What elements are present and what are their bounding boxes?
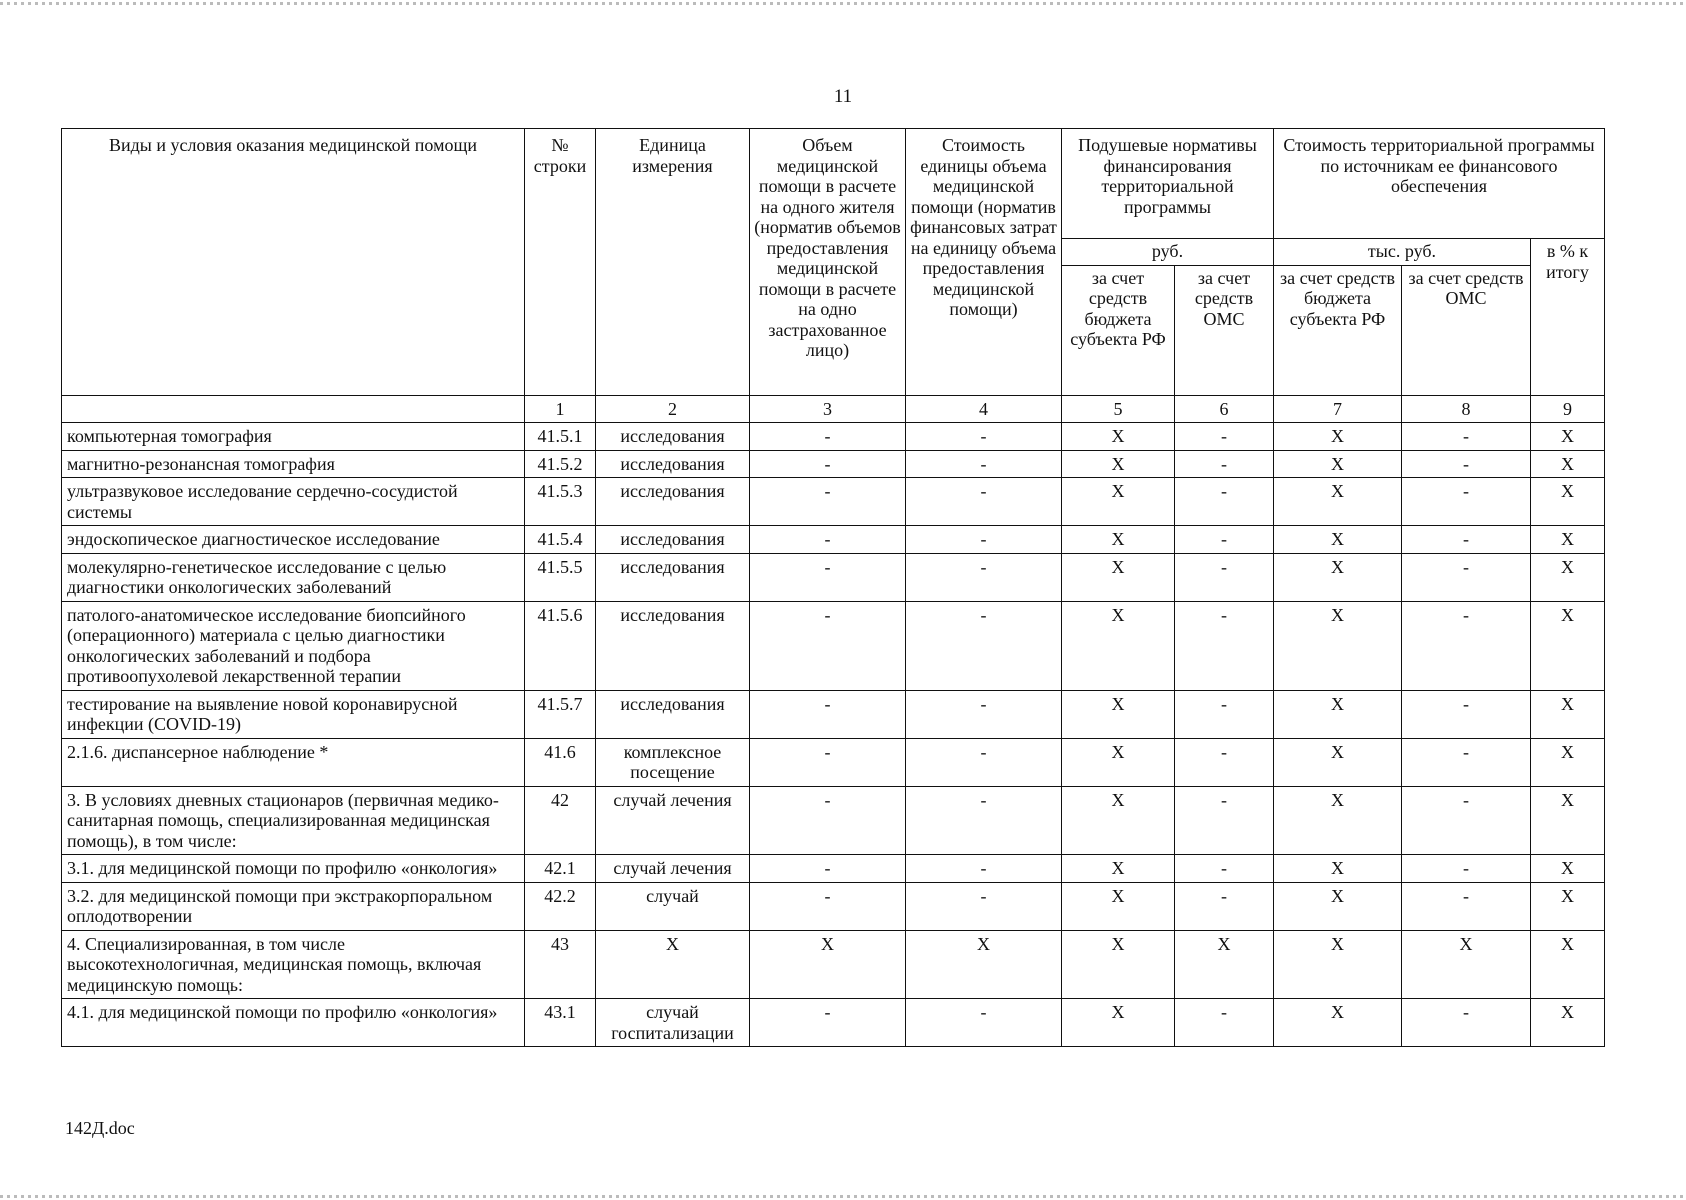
cell-per-capita-oms: - [1175, 553, 1274, 601]
cell-cost-oms: - [1402, 738, 1531, 786]
cell-per-capita-oms: - [1175, 526, 1274, 554]
cell-cost-budget: X [1274, 999, 1402, 1047]
cell-percent: X [1531, 855, 1605, 883]
cell-cost: X [906, 930, 1062, 999]
cell-cost-oms: X [1402, 930, 1531, 999]
cell-percent: X [1531, 450, 1605, 478]
cell-per-capita-oms: - [1175, 999, 1274, 1047]
cell-per-capita-budget: X [1062, 601, 1175, 690]
table-row [62, 478, 1605, 526]
row-unit: исследования [596, 423, 750, 451]
table-row [62, 738, 1605, 786]
cell-percent: X [1531, 601, 1605, 690]
row-unit: случай [596, 882, 750, 930]
cell-cost-budget: X [1274, 601, 1402, 690]
header-cost: Стоимость единицы объема медицинской помощи (норматив финансовых затрат на единицу объема предоставления медицинской помощи) [906, 129, 1062, 396]
cell-cost-oms: - [1402, 690, 1531, 738]
cell-percent: X [1531, 423, 1605, 451]
table-row [62, 999, 1605, 1047]
row-name: молекулярно-генетическое исследование с целью диагностики онкологических заболеваний [62, 553, 525, 601]
header-kind: Виды и условия оказания медицинской помощи [62, 129, 525, 396]
header-cost-budget: за счет средств бюджета субъекта РФ [1274, 265, 1402, 395]
cell-per-capita-budget: X [1062, 882, 1175, 930]
header-cost-oms: за счет средств ОМС [1402, 265, 1531, 395]
cell-cost-budget: X [1274, 690, 1402, 738]
cell-cost: - [906, 738, 1062, 786]
row-unit: X [596, 930, 750, 999]
cell-percent: X [1531, 553, 1605, 601]
cell-cost-budget: X [1274, 930, 1402, 999]
cell-per-capita-oms: - [1175, 786, 1274, 855]
table-row [62, 786, 1605, 855]
cell-cost-budget: X [1274, 786, 1402, 855]
header-number-blank [62, 395, 525, 423]
header-number-4: 4 [906, 395, 1062, 423]
cell-per-capita-oms: - [1175, 478, 1274, 526]
table-row [62, 601, 1605, 690]
row-name: 4.1. для медицинской помощи по профилю «онкология» [62, 999, 525, 1047]
row-name: компьютерная томография [62, 423, 525, 451]
row-unit: исследования [596, 601, 750, 690]
cell-cost-budget: X [1274, 553, 1402, 601]
cell-per-capita-budget: X [1062, 999, 1175, 1047]
header-number-5: 5 [1062, 395, 1175, 423]
row-no: 41.5.7 [525, 690, 596, 738]
cell-per-capita-budget: X [1062, 690, 1175, 738]
cell-cost: - [906, 450, 1062, 478]
cell-volume: X [750, 930, 906, 999]
header-unit: Единица измерения [596, 129, 750, 396]
header-number-1: 1 [525, 395, 596, 423]
cell-per-capita-oms: - [1175, 855, 1274, 883]
header-volume: Объем медицинской помощи в расчете на одного жителя (норматив объемов предоставления медицинской помощи в расчете на одно застрахованное лицо) [750, 129, 906, 396]
page-number: 11 [833, 86, 853, 107]
row-no: 41.5.3 [525, 478, 596, 526]
row-no: 42.2 [525, 882, 596, 930]
cell-cost: - [906, 526, 1062, 554]
cell-volume: - [750, 423, 906, 451]
cell-percent: X [1531, 526, 1605, 554]
cell-percent: X [1531, 478, 1605, 526]
cell-cost-oms: - [1402, 786, 1531, 855]
cell-per-capita-budget: X [1062, 478, 1175, 526]
row-unit: исследования [596, 690, 750, 738]
row-no: 41.5.1 [525, 423, 596, 451]
cell-percent: X [1531, 690, 1605, 738]
program-cost-table [61, 128, 1605, 1047]
cell-per-capita-budget: X [1062, 423, 1175, 451]
header-per-capita-budget: за счет средств бюджета субъекта РФ [1062, 265, 1175, 395]
cell-volume: - [750, 999, 906, 1047]
row-name: 3. В условиях дневных стационаров (первичная медико-санитарная помощь, специализированная медицинская помощь), в том числе: [62, 786, 525, 855]
row-no: 41.5.2 [525, 450, 596, 478]
cell-volume: - [750, 450, 906, 478]
header-program-cost: Стоимость территориальной программы по источникам ее финансового обеспечения [1274, 129, 1605, 239]
cell-per-capita-budget: X [1062, 738, 1175, 786]
cell-per-capita-oms: - [1175, 601, 1274, 690]
cell-volume: - [750, 786, 906, 855]
cell-per-capita-oms: X [1175, 930, 1274, 999]
cell-percent: X [1531, 786, 1605, 855]
cell-per-capita-oms: - [1175, 450, 1274, 478]
cell-cost: - [906, 478, 1062, 526]
row-no: 41.5.4 [525, 526, 596, 554]
header-number-7: 7 [1274, 395, 1402, 423]
row-no: 41.5.6 [525, 601, 596, 690]
table-row [62, 423, 1605, 451]
cell-volume: - [750, 855, 906, 883]
cell-cost: - [906, 855, 1062, 883]
row-unit: исследования [596, 478, 750, 526]
row-name: тестирование на выявление новой коронавирусной инфекции (COVID-19) [62, 690, 525, 738]
cell-cost: - [906, 601, 1062, 690]
header-number-8: 8 [1402, 395, 1531, 423]
cell-volume: - [750, 738, 906, 786]
cell-per-capita-oms: - [1175, 423, 1274, 451]
scan-edge-bottom [0, 1195, 1686, 1198]
cell-per-capita-budget: X [1062, 450, 1175, 478]
cell-cost-oms: - [1402, 423, 1531, 451]
row-name: 3.2. для медицинской помощи при экстракорпоральном оплодотворении [62, 882, 525, 930]
cell-per-capita-budget: X [1062, 526, 1175, 554]
table-row [62, 855, 1605, 883]
cell-cost-oms: - [1402, 553, 1531, 601]
cell-volume: - [750, 690, 906, 738]
cell-cost-budget: X [1274, 423, 1402, 451]
cell-per-capita-budget: X [1062, 855, 1175, 883]
cell-cost-oms: - [1402, 882, 1531, 930]
row-unit: исследования [596, 450, 750, 478]
cell-cost: - [906, 553, 1062, 601]
row-name: 4. Специализированная, в том числе высокотехнологичная, медицинская помощь, включая медицинскую помощь: [62, 930, 525, 999]
cell-cost: - [906, 690, 1062, 738]
header-number-6: 6 [1175, 395, 1274, 423]
cell-cost: - [906, 999, 1062, 1047]
cell-cost-budget: X [1274, 450, 1402, 478]
header-number-3: 3 [750, 395, 906, 423]
cell-percent: X [1531, 738, 1605, 786]
row-no: 42 [525, 786, 596, 855]
table-row [62, 690, 1605, 738]
cell-per-capita-budget: X [1062, 553, 1175, 601]
row-name: магнитно-резонансная томография [62, 450, 525, 478]
document-filename: 142Д.doc [65, 1118, 135, 1138]
row-name: 3.1. для медицинской помощи по профилю «онкология» [62, 855, 525, 883]
cell-cost-oms: - [1402, 999, 1531, 1047]
cell-cost-budget: X [1274, 855, 1402, 883]
row-no: 43 [525, 930, 596, 999]
cell-cost: - [906, 786, 1062, 855]
cell-cost-budget: X [1274, 478, 1402, 526]
cell-cost-oms: - [1402, 450, 1531, 478]
row-name: патолого-анатомическое исследование биопсийного (операционного) материала с целью диагностики онкологических заболеваний и подбора противоопухолевой лекарственной терапии [62, 601, 525, 690]
table-row [62, 450, 1605, 478]
header-row-no: № строки [525, 129, 596, 396]
header-per-capita-oms: за счет средств ОМС [1175, 265, 1274, 395]
row-no: 41.5.5 [525, 553, 596, 601]
cell-volume: - [750, 882, 906, 930]
row-unit: случай лечения [596, 786, 750, 855]
cell-cost-budget: X [1274, 882, 1402, 930]
cell-percent: X [1531, 999, 1605, 1047]
row-name: эндоскопическое диагностическое исследование [62, 526, 525, 554]
cell-volume: - [750, 601, 906, 690]
row-unit: исследования [596, 553, 750, 601]
cell-volume: - [750, 553, 906, 601]
cell-per-capita-oms: - [1175, 738, 1274, 786]
table-row [62, 553, 1605, 601]
row-no: 41.6 [525, 738, 596, 786]
cell-volume: - [750, 478, 906, 526]
row-no: 43.1 [525, 999, 596, 1047]
cell-percent: X [1531, 882, 1605, 930]
row-unit: комплексное посещение [596, 738, 750, 786]
cell-percent: X [1531, 930, 1605, 999]
cell-volume: - [750, 526, 906, 554]
cell-cost-oms: - [1402, 478, 1531, 526]
row-unit: случай госпитализации [596, 999, 750, 1047]
cell-per-capita-budget: X [1062, 930, 1175, 999]
header-number-2: 2 [596, 395, 750, 423]
cell-per-capita-oms: - [1175, 882, 1274, 930]
cell-cost: - [906, 423, 1062, 451]
cell-cost-oms: - [1402, 855, 1531, 883]
table-row [62, 882, 1605, 930]
cell-per-capita-budget: X [1062, 786, 1175, 855]
header-thousand-rub: тыс. руб. [1274, 239, 1531, 266]
cell-per-capita-oms: - [1175, 690, 1274, 738]
header-rub: руб. [1062, 239, 1274, 266]
cell-cost-budget: X [1274, 526, 1402, 554]
row-name: 2.1.6. диспансерное наблюдение * [62, 738, 525, 786]
row-unit: случай лечения [596, 855, 750, 883]
row-no: 42.1 [525, 855, 596, 883]
cell-cost-oms: - [1402, 526, 1531, 554]
row-name: ультразвуковое исследование сердечно-сосудистой системы [62, 478, 525, 526]
cell-cost-oms: - [1402, 601, 1531, 690]
table-row [62, 526, 1605, 554]
table-row [62, 930, 1605, 999]
header-number-9: 9 [1531, 395, 1605, 423]
header-per-capita: Подушевые нормативы финансирования территориальной программы [1062, 129, 1274, 239]
cell-cost: - [906, 882, 1062, 930]
header-percent-total: в % к итогу [1531, 239, 1605, 396]
scan-edge-top [0, 2, 1686, 5]
cell-cost-budget: X [1274, 738, 1402, 786]
row-unit: исследования [596, 526, 750, 554]
